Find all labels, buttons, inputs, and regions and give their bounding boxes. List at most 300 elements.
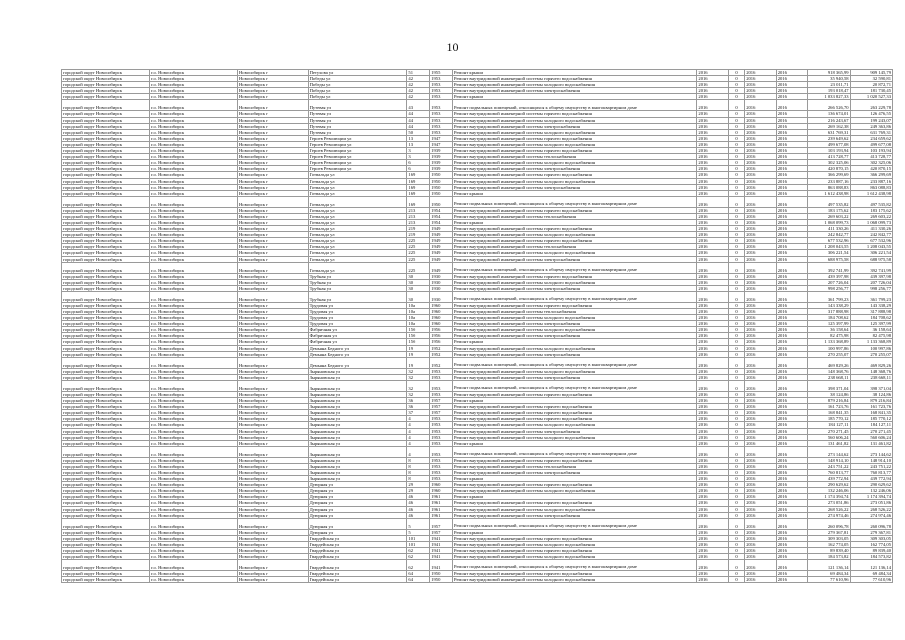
plan-year-cell: 2016 (697, 76, 729, 82)
end-year-cell: 2016 (776, 571, 808, 577)
end-year-cell: 2016 (776, 213, 808, 219)
plan-year-cell: 2016 (697, 463, 729, 469)
cost-total-cell: 136 674,01 (808, 111, 850, 117)
plan-year-cell: 2016 (697, 541, 729, 547)
locality-cell: Новосибирск г (237, 398, 308, 404)
cost-total-cell: 161 723,76 (808, 404, 850, 410)
flag-cell: 0 (728, 238, 744, 244)
cost-total-cell: 398 371,04 (808, 380, 850, 391)
house-number-cell: 169 (407, 172, 430, 178)
start-year-cell: 2016 (745, 391, 777, 397)
cost-fund-cell: 909 145,79 (850, 70, 892, 76)
work-type-cell: Ремонт внутридомовой инженерной системы горячего водоснабжения (453, 535, 697, 541)
cost-fund-cell: 143 338,29 (850, 302, 892, 308)
street-cell: Демьяна Бедного ул (308, 345, 407, 351)
municipality-cell: городской округ Новосибирск (62, 428, 150, 434)
work-type-cell: Ремонт внутридомовой инженерной системы холодного водоснабжения (453, 577, 697, 583)
start-year-cell: 2016 (745, 416, 777, 422)
settlement-cell: г.о. Новосибирск (149, 70, 237, 76)
work-type-cell: Ремонт внутридомовой инженерной системы теплоснабжения (453, 463, 697, 469)
end-year-cell: 2016 (776, 123, 808, 129)
flag-cell: 0 (728, 560, 744, 571)
municipality-cell: городской округ Новосибирск (62, 207, 150, 213)
start-year-cell: 2016 (745, 500, 777, 506)
house-number-cell: 36 (407, 398, 430, 404)
locality-cell: Новосибирск г (237, 238, 308, 244)
cost-fund-cell: 411 330,26 (850, 226, 892, 232)
cost-total-cell: 103 193,94 (808, 148, 850, 154)
work-type-cell: Ремонт внутридомовой инженерной системы холодного водоснабжения (453, 488, 697, 494)
flag-cell: 0 (728, 88, 744, 94)
settlement-cell: г.о. Новосибирск (149, 256, 237, 262)
cost-fund-cell: 233 887,16 (850, 178, 892, 184)
street-cell: Дуюрная ул (308, 529, 407, 535)
street-cell: Готвальда ул (308, 244, 407, 250)
flag-cell: 0 (728, 244, 744, 250)
end-year-cell: 2016 (776, 541, 808, 547)
build-year-cell: 1961 (430, 494, 453, 500)
cost-fund-cell: 269 603,22 (850, 213, 892, 219)
house-number-cell: 169 (407, 178, 430, 184)
start-year-cell: 2016 (745, 398, 777, 404)
start-year-cell: 2016 (745, 321, 777, 327)
start-year-cell: 2016 (745, 70, 777, 76)
cost-total-cell: 183 175,62 (808, 207, 850, 213)
house-number-cell: 50 (407, 129, 430, 135)
locality-cell: Новосибирск г (237, 232, 308, 238)
end-year-cell: 2016 (776, 500, 808, 506)
build-year-cell: 1960 (430, 302, 453, 308)
house-number-cell: 43 (407, 100, 430, 111)
work-type-cell: Ремонт внутридомовой инженерной системы холодного водоснабжения (453, 315, 697, 321)
settlement-cell: г.о. Новосибирск (149, 315, 237, 321)
build-year-cell: 1953 (430, 94, 453, 100)
cost-total-cell: 420 870,15 (808, 166, 850, 172)
plan-year-cell: 2016 (697, 440, 729, 446)
cost-fund-cell: 1 174 394,74 (850, 494, 892, 500)
municipality-cell: городской округ Новосибирск (62, 315, 150, 321)
build-year-cell: 1957 (430, 518, 453, 529)
end-year-cell: 2016 (776, 190, 808, 196)
cost-fund-cell: 132 246,06 (850, 488, 892, 494)
start-year-cell: 2016 (745, 238, 777, 244)
start-year-cell: 2016 (745, 291, 777, 302)
start-year-cell: 2016 (745, 135, 777, 141)
end-year-cell: 2016 (776, 380, 808, 391)
plan-year-cell: 2016 (697, 428, 729, 434)
cost-fund-cell: 184 708,62 (850, 315, 892, 321)
build-year-cell: 1952 (430, 351, 453, 357)
settlement-cell: г.о. Новосибирск (149, 82, 237, 88)
flag-cell: 0 (728, 428, 744, 434)
build-year-cell: 1949 (430, 232, 453, 238)
plan-year-cell: 2016 (697, 135, 729, 141)
house-number-cell: 101 (407, 541, 430, 547)
flag-cell: 0 (728, 285, 744, 291)
end-year-cell: 2016 (776, 256, 808, 262)
work-type-cell: Ремонт крыши (453, 70, 697, 76)
cost-fund-cell: 243 751,22 (850, 463, 892, 469)
cost-fund-cell: 199 243,07 (850, 117, 892, 123)
plan-year-cell: 2016 (697, 219, 729, 225)
cost-total-cell: 279 367,81 (808, 529, 850, 535)
municipality-cell: городской округ Новосибирск (62, 440, 150, 446)
cost-fund-cell: 1 208 043,55 (850, 244, 892, 250)
end-year-cell: 2016 (776, 345, 808, 351)
house-number-cell: 42 (407, 82, 430, 88)
work-type-cell: Ремонт внутридомовой инженерной системы теплоснабжения (453, 309, 697, 315)
plan-year-cell: 2016 (697, 422, 729, 428)
municipality-cell: городской округ Новосибирск (62, 560, 150, 571)
cost-fund-cell: 317 888,98 (850, 309, 892, 315)
settlement-cell: г.о. Новосибирск (149, 273, 237, 279)
house-number-cell: 30 (407, 291, 430, 302)
work-type-cell: Ремонт внутридомовой инженерной системы холодного водоснабжения (453, 506, 697, 512)
plan-year-cell: 2016 (697, 560, 729, 571)
build-year-cell: 1953 (430, 476, 453, 482)
capital-repair-table (61, 69, 893, 583)
end-year-cell: 2016 (776, 154, 808, 160)
plan-year-cell: 2016 (697, 291, 729, 302)
settlement-cell: г.о. Новосибирск (149, 548, 237, 554)
house-number-cell: 4 (407, 446, 430, 457)
locality-cell: Новосибирск г (237, 135, 308, 141)
street-cell: Трубная ул (308, 279, 407, 285)
end-year-cell: 2016 (776, 302, 808, 308)
build-year-cell: 1953 (430, 446, 453, 457)
municipality-cell: городской округ Новосибирск (62, 190, 150, 196)
street-cell: Зыряновская ул (308, 416, 407, 422)
start-year-cell: 2016 (745, 232, 777, 238)
start-year-cell: 2016 (745, 226, 777, 232)
work-type-cell: Ремонт внутридомовой инженерной системы горячего водоснабжения (453, 76, 697, 82)
house-number-cell: 29 (407, 482, 430, 488)
municipality-cell: городской округ Новосибирск (62, 416, 150, 422)
street-cell: Гвардейская ул (308, 571, 407, 577)
flag-cell: 0 (728, 213, 744, 219)
cost-fund-cell: 185 770,12 (850, 416, 892, 422)
house-number-cell: 46 (407, 512, 430, 518)
cost-total-cell: 918 365,99 (808, 70, 850, 76)
flag-cell: 0 (728, 339, 744, 345)
start-year-cell: 2016 (745, 410, 777, 416)
build-year-cell: 1957 (430, 410, 453, 416)
cost-total-cell: 309 303,05 (808, 535, 850, 541)
plan-year-cell: 2016 (697, 154, 729, 160)
municipality-cell: городской округ Новосибирск (62, 482, 150, 488)
cost-total-cell: 184 708,62 (808, 315, 850, 321)
street-cell: Героев Революции ул (308, 148, 407, 154)
locality-cell: Новосибирск г (237, 333, 308, 339)
plan-year-cell: 2016 (697, 148, 729, 154)
end-year-cell: 2016 (776, 273, 808, 279)
settlement-cell: г.о. Новосибирск (149, 309, 237, 315)
locality-cell: Новосибирск г (237, 440, 308, 446)
street-cell: Победы ул (308, 88, 407, 94)
build-year-cell: 1953 (430, 368, 453, 374)
street-cell: Путевая ул (308, 117, 407, 123)
flag-cell: 0 (728, 172, 744, 178)
cost-total-cell: 270 271,45 (808, 428, 850, 434)
house-number-cell: 19 (407, 351, 430, 357)
flag-cell: 0 (728, 117, 744, 123)
end-year-cell: 2016 (776, 535, 808, 541)
plan-year-cell: 2016 (697, 141, 729, 147)
cost-fund-cell: 361 799,23 (850, 291, 892, 302)
municipality-cell: городской округ Новосибирск (62, 250, 150, 256)
cost-total-cell: 469 829,26 (808, 357, 850, 368)
municipality-cell: городской округ Новосибирск (62, 302, 150, 308)
start-year-cell: 2016 (745, 141, 777, 147)
build-year-cell: 1939 (430, 160, 453, 166)
cost-total-cell: 1 068 099,73 (808, 219, 850, 225)
locality-cell: Новосибирск г (237, 76, 308, 82)
cost-total-cell: 273 144,62 (808, 446, 850, 457)
cost-total-cell: 863 088,83 (808, 184, 850, 190)
flag-cell: 0 (728, 541, 744, 547)
plan-year-cell: 2016 (697, 380, 729, 391)
street-cell: Дуюрная ул (308, 500, 407, 506)
street-cell: Трубная ул (308, 273, 407, 279)
settlement-cell: г.о. Новосибирск (149, 339, 237, 345)
locality-cell: Новосибирск г (237, 463, 308, 469)
house-number-cell: 3 (407, 154, 430, 160)
start-year-cell: 2016 (745, 554, 777, 560)
settlement-cell: г.о. Новосибирск (149, 391, 237, 397)
flag-cell: 0 (728, 374, 744, 380)
municipality-cell: городской округ Новосибирск (62, 541, 150, 547)
work-type-cell: Ремонт внутридомовой инженерной системы холодного водоснабжения (453, 434, 697, 440)
settlement-cell: г.о. Новосибирск (149, 374, 237, 380)
street-cell: Готвальда ул (308, 190, 407, 196)
cost-fund-cell: 103 193,94 (850, 148, 892, 154)
build-year-cell: 1950 (430, 577, 453, 583)
cost-fund-cell: 366 299,69 (850, 172, 892, 178)
settlement-cell: г.о. Новосибирск (149, 166, 237, 172)
end-year-cell: 2016 (776, 446, 808, 457)
plan-year-cell: 2016 (697, 178, 729, 184)
flag-cell: 0 (728, 416, 744, 422)
cost-fund-cell: 413 728,77 (850, 154, 892, 160)
cost-fund-cell: 863 088,83 (850, 184, 892, 190)
settlement-cell: г.о. Новосибирск (149, 207, 237, 213)
work-type-cell: Ремонт внутридомовой инженерной системы теплоснабжения (453, 244, 697, 250)
plan-year-cell: 2016 (697, 302, 729, 308)
start-year-cell: 2016 (745, 541, 777, 547)
start-year-cell: 2016 (745, 535, 777, 541)
cost-fund-cell: 148 914,10 (850, 457, 892, 463)
build-year-cell: 1950 (430, 184, 453, 190)
locality-cell: Новосибирск г (237, 184, 308, 190)
work-type-cell: Ремонт крыши (453, 529, 697, 535)
locality-cell: Новосибирск г (237, 380, 308, 391)
cost-total-cell: 82 475,98 (808, 333, 850, 339)
settlement-cell: г.о. Новосибирск (149, 446, 237, 457)
municipality-cell: городской округ Новосибирск (62, 488, 150, 494)
work-type-cell: Ремонт внутридомовой инженерной системы электроснабжения (453, 374, 697, 380)
settlement-cell: г.о. Новосибирск (149, 76, 237, 82)
house-number-cell: 13 (407, 141, 430, 147)
work-type-cell: Ремонт подвальных помещений, относящихся к общему имуществу в многоквартирном доме (453, 100, 697, 111)
locality-cell: Новосибирск г (237, 207, 308, 213)
cost-total-cell: 499 677,08 (808, 141, 850, 147)
flag-cell: 0 (728, 226, 744, 232)
start-year-cell: 2016 (745, 476, 777, 482)
end-year-cell: 2016 (776, 184, 808, 190)
end-year-cell: 2016 (776, 357, 808, 368)
cost-fund-cell: 38 124,86 (850, 391, 892, 397)
house-number-cell: 10а (407, 309, 430, 315)
house-number-cell: 62 (407, 554, 430, 560)
plan-year-cell: 2016 (697, 457, 729, 463)
plan-year-cell: 2016 (697, 368, 729, 374)
locality-cell: Новосибирск г (237, 129, 308, 135)
street-cell: Зыряновская ул (308, 398, 407, 404)
work-type-cell: Ремонт внутридомовой инженерной системы холодного водоснабжения (453, 279, 697, 285)
work-type-cell: Ремонт внутридомовой инженерной системы горячего водоснабжения (453, 172, 697, 178)
municipality-cell: городской округ Новосибирск (62, 577, 150, 583)
plan-year-cell: 2016 (697, 273, 729, 279)
cost-total-cell: 677 532,96 (808, 238, 850, 244)
build-year-cell: 1956 (430, 339, 453, 345)
plan-year-cell: 2016 (697, 374, 729, 380)
house-number-cell: 30 (407, 273, 430, 279)
house-number-cell: 8 (407, 463, 430, 469)
build-year-cell: 1949 (430, 238, 453, 244)
work-type-cell: Ремонт подвальных помещений, относящихся к общему имуществу в многоквартирном доме (453, 357, 697, 368)
locality-cell: Новосибирск г (237, 154, 308, 160)
cost-total-cell: 1 133 368,89 (808, 339, 850, 345)
cost-fund-cell: 497 535,82 (850, 196, 892, 207)
end-year-cell: 2016 (776, 111, 808, 117)
cost-fund-cell: 1 612 438,98 (850, 190, 892, 196)
street-cell: Путевая ул (308, 129, 407, 135)
street-cell: Героев Революции ул (308, 160, 407, 166)
start-year-cell: 2016 (745, 285, 777, 291)
settlement-cell: г.о. Новосибирск (149, 327, 237, 333)
cost-total-cell: 269 603,22 (808, 213, 850, 219)
street-cell: Дуюрная ул (308, 506, 407, 512)
build-year-cell: 1930 (430, 285, 453, 291)
flag-cell: 0 (728, 398, 744, 404)
street-cell: Трудовая ул (308, 315, 407, 321)
cost-fund-cell: 439 772,94 (850, 476, 892, 482)
plan-year-cell: 2016 (697, 123, 729, 129)
work-type-cell: Ремонт внутридомовой инженерной системы горячего водоснабжения (453, 135, 697, 141)
street-cell: Зыряновская ул (308, 374, 407, 380)
house-number-cell: 225 (407, 250, 430, 256)
build-year-cell: 1953 (430, 380, 453, 391)
street-cell: Зыряновская ул (308, 368, 407, 374)
locality-cell: Новосибирск г (237, 560, 308, 571)
plan-year-cell: 2016 (697, 416, 729, 422)
flag-cell: 0 (728, 577, 744, 583)
municipality-cell: городской округ Новосибирск (62, 500, 150, 506)
municipality-cell: городской округ Новосибирск (62, 279, 150, 285)
cost-total-cell: 184 573,82 (808, 554, 850, 560)
start-year-cell: 2016 (745, 440, 777, 446)
cost-fund-cell: 69 484,34 (850, 571, 892, 577)
street-cell: Трудовая ул (308, 321, 407, 327)
settlement-cell: г.о. Новосибирск (149, 88, 237, 94)
start-year-cell: 2016 (745, 100, 777, 111)
start-year-cell: 2016 (745, 457, 777, 463)
house-number-cell: 6 (407, 160, 430, 166)
build-year-cell: 1949 (430, 226, 453, 232)
cost-total-cell: 560 606,24 (808, 434, 850, 440)
build-year-cell: 1953 (430, 428, 453, 434)
settlement-cell: г.о. Новосибирск (149, 196, 237, 207)
end-year-cell: 2016 (776, 279, 808, 285)
cost-fund-cell: 168 841,35 (850, 410, 892, 416)
municipality-cell: городской округ Новосибирск (62, 463, 150, 469)
locality-cell: Новосибирск г (237, 345, 308, 351)
table-row (62, 196, 893, 207)
end-year-cell: 2016 (776, 548, 808, 554)
plan-year-cell: 2016 (697, 333, 729, 339)
cost-fund-cell: 1 068 099,73 (850, 219, 892, 225)
locality-cell: Новосибирск г (237, 279, 308, 285)
work-type-cell: Ремонт внутридомовой инженерной системы теплоснабжения (453, 154, 697, 160)
start-year-cell: 2016 (745, 529, 777, 535)
work-type-cell: Ремонт внутридомовой инженерной системы холодного водоснабжения (453, 232, 697, 238)
end-year-cell: 2016 (776, 88, 808, 94)
municipality-cell: городской округ Новосибирск (62, 160, 150, 166)
flag-cell: 0 (728, 500, 744, 506)
municipality-cell: городской округ Новосибирск (62, 374, 150, 380)
start-year-cell: 2016 (745, 357, 777, 368)
cost-fund-cell: 279 367,81 (850, 529, 892, 535)
start-year-cell: 2016 (745, 518, 777, 529)
plan-year-cell: 2016 (697, 82, 729, 88)
start-year-cell: 2016 (745, 76, 777, 82)
build-year-cell: 1939 (430, 154, 453, 160)
settlement-cell: г.о. Новосибирск (149, 416, 237, 422)
plan-year-cell: 2016 (697, 476, 729, 482)
locality-cell: Новосибирск г (237, 391, 308, 397)
house-number-cell: 30 (407, 285, 430, 291)
cost-total-cell: 242 842,77 (808, 232, 850, 238)
locality-cell: Новосибирск г (237, 368, 308, 374)
plan-year-cell: 2016 (697, 309, 729, 315)
cost-total-cell: 185 770,12 (808, 416, 850, 422)
house-number-cell: 10а (407, 315, 430, 321)
municipality-cell: городской округ Новосибирск (62, 357, 150, 368)
settlement-cell: г.о. Новосибирск (149, 404, 237, 410)
locality-cell: Новосибирск г (237, 434, 308, 440)
settlement-cell: г.о. Новосибирск (149, 117, 237, 123)
end-year-cell: 2016 (776, 410, 808, 416)
cost-fund-cell: 181 730,45 (850, 88, 892, 94)
cost-fund-cell: 125 397,99 (850, 321, 892, 327)
flag-cell: 0 (728, 357, 744, 368)
cost-fund-cell: 439 397,98 (850, 273, 892, 279)
start-year-cell: 2016 (745, 339, 777, 345)
house-number-cell: 51 (407, 70, 430, 76)
cost-fund-cell: 677 532,96 (850, 238, 892, 244)
cost-fund-cell: 688 975,58 (850, 256, 892, 262)
plan-year-cell: 2016 (697, 577, 729, 583)
build-year-cell: 1960 (430, 482, 453, 488)
street-cell: Фабричная ул (308, 339, 407, 345)
end-year-cell: 2016 (776, 391, 808, 397)
house-number-cell: 225 (407, 262, 430, 273)
municipality-cell: городской округ Новосибирск (62, 123, 150, 129)
locality-cell: Новосибирск г (237, 428, 308, 434)
flag-cell: 0 (728, 446, 744, 457)
house-number-cell: 30 (407, 279, 430, 285)
flag-cell: 0 (728, 333, 744, 339)
